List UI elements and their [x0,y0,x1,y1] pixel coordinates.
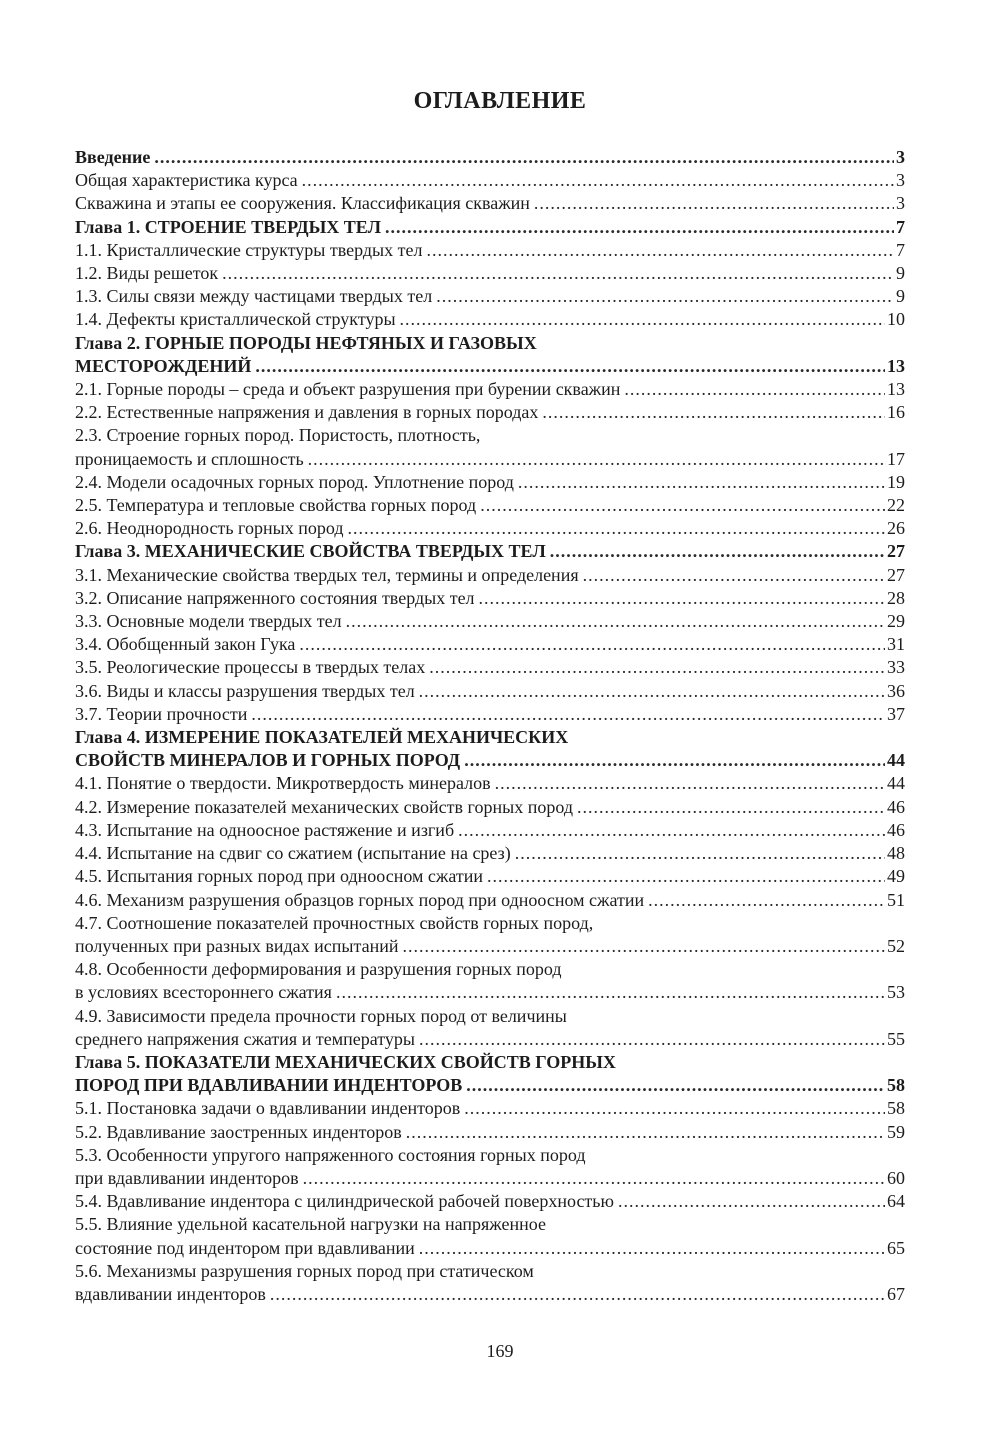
toc-entry-title: 4.9. Зависимости предела прочности горных пород от величины [75,1005,567,1026]
toc-entry-page: 33 [887,657,905,678]
toc-entry[interactable] [75,239,905,262]
toc-entry-title: Введение [75,147,151,167]
toc-entry-title-continued: вдавливании инденторов [75,1283,266,1304]
toc-entry-page: 44 [887,773,905,794]
toc-entry-page: 58 [887,1075,905,1096]
toc-entry-title: 2.2. Естественные напряжения и давления в горных породах [75,402,539,423]
toc-entry-page: 26 [887,518,905,539]
toc-entry-title-continued: среднего напряжения сжатия и температуры [75,1028,415,1049]
toc-entry-title: 5.3. Особенности упругого напряженного состояния горных пород [75,1144,586,1165]
toc-entry-title: 2.5. Температура и тепловые свойства горных пород [75,495,477,516]
toc-entry[interactable] [75,517,905,540]
toc-entry-page: 46 [887,819,905,840]
toc-entry-page: 16 [887,402,905,423]
toc-entry-line [75,564,905,587]
toc-entry[interactable] [75,656,905,679]
dot-leader [222,262,894,285]
toc-entry-title: 5.2. Вдавливание заостренных инденторов [75,1121,402,1142]
toc-entry-page: 27 [887,541,905,562]
dot-leader [270,1283,885,1306]
table-of-contents [75,146,905,1306]
toc-entry-page: 53 [887,982,905,1003]
dot-leader [299,633,885,656]
dot-leader [419,1237,885,1260]
toc-entry-line [75,680,905,703]
toc-entry-line [75,1167,905,1190]
dot-leader [251,703,885,726]
toc-entry[interactable] [75,1260,905,1306]
toc-entry-line [75,169,905,192]
toc-entry-title: 4.1. Понятие о твердости. Микротвердость минералов [75,773,491,794]
toc-entry-page: 28 [887,587,905,608]
toc-entry-line [75,216,905,239]
dot-leader [346,610,885,633]
dot-leader [534,192,894,215]
toc-entry-title: 2.6. Неоднородность горных пород [75,518,344,539]
toc-entry[interactable] [75,192,905,215]
toc-entry-page: 7 [896,239,905,260]
toc-entry[interactable] [75,564,905,587]
toc-entry-line [75,355,905,378]
toc-entry-line [75,239,905,262]
dot-leader [347,517,885,540]
toc-entry-title: 3.2. Описание напряженного состояния твердых тел [75,587,475,608]
toc-entry-line [75,819,905,842]
toc-entry[interactable] [75,772,905,795]
toc-entry-line [75,494,905,517]
toc-entry-page: 46 [887,796,905,817]
toc-entry-line [75,146,905,169]
toc-entry-line [75,772,905,795]
toc-entry-page: 3 [896,147,905,167]
toc-entry-line [75,889,905,912]
toc-entry-title: 4.6. Механизм разрушения образцов горных пород при одноосном сжатии [75,889,645,910]
dot-leader [406,1121,885,1144]
dot-leader [458,819,885,842]
dot-leader [480,494,885,517]
toc-entry-title: 3.5. Реологические процессы в твердых телах [75,657,426,678]
toc-entry-page: 13 [887,355,905,376]
toc-entry-page: 31 [887,634,905,655]
toc-entry[interactable] [75,1097,905,1120]
dot-leader [618,1190,885,1213]
toc-entry-line [75,448,905,471]
page-number: 169 [486,1341,514,1361]
toc-entry[interactable] [75,889,905,912]
toc-entry[interactable] [75,332,905,378]
toc-entry-title: 4.5. Испытания горных пород при одноосном сжатии [75,866,484,887]
toc-entry-line [75,935,905,958]
toc-entry-line [75,1237,905,1260]
toc-entry-title: 5.4. Вдавливание индентора с цилиндрической рабочей поверхностью [75,1191,614,1212]
toc-entry-page: 60 [887,1167,905,1188]
toc-entry-title-continued: СВОЙСТВ МИНЕРАЛОВ И ГОРНЫХ ПОРОД [75,750,461,771]
toc-entry-line [75,262,905,285]
toc-entry-title: 2.1. Горные породы – среда и объект разрушения при бурении скважин [75,379,621,400]
toc-entry-title: Скважина и этапы ее сооружения. Классификация скважин [75,193,530,214]
dot-leader [429,656,885,679]
toc-entry[interactable] [75,308,905,331]
dot-leader [518,471,885,494]
toc-entry[interactable] [75,958,905,1004]
dot-leader [495,772,885,795]
toc-entry[interactable] [75,1121,905,1144]
dot-leader [436,285,894,308]
toc-entry-page: 51 [887,889,905,910]
toc-entry-page: 9 [896,263,905,284]
toc-entry-title-continued: состояние под индентором при вдавливании [75,1237,415,1258]
toc-entry[interactable] [75,587,905,610]
toc-entry-line [75,587,905,610]
toc-entry[interactable] [75,216,905,239]
toc-entry-line [75,540,905,563]
toc-entry-title: 3.3. Основные модели твердых тел [75,611,342,632]
toc-entry-title-continued: полученных при разных видах испытаний [75,935,399,956]
dot-leader [385,216,894,239]
page-title: ОГЛАВЛЕНИЕ [413,88,587,114]
toc-entry[interactable] [75,1190,905,1213]
toc-entry[interactable] [75,401,905,424]
toc-entry-page: 55 [887,1028,905,1049]
toc-entry-page: 58 [887,1098,905,1119]
toc-entry-page: 13 [887,379,905,400]
toc-entry-title: 3.1. Механические свойства твердых тел, термины и определения [75,564,579,585]
toc-entry[interactable] [75,378,905,401]
dot-leader [154,146,894,169]
toc-entry[interactable] [75,842,905,865]
toc-entry-title-continued: ПОРОД ПРИ ВДАВЛИВАНИИ ИНДЕНТОРОВ [75,1075,463,1096]
toc-entry-line [75,192,905,215]
dot-leader [583,564,885,587]
toc-entry-line [75,981,905,1004]
dot-leader [464,1097,885,1120]
toc-entry-page: 65 [887,1237,905,1258]
toc-entry-page: 22 [887,495,905,516]
dot-leader [542,401,885,424]
toc-entry-line [75,1097,905,1120]
toc-entry-title-continued: при вдавливании инденторов [75,1167,299,1188]
toc-entry-line [75,1074,905,1097]
toc-entry-line [75,842,905,865]
toc-entry-page: 49 [887,866,905,887]
toc-entry-title: Глава 1. СТРОЕНИЕ ТВЕРДЫХ ТЕЛ [75,216,381,237]
toc-entry-title-continued: в условиях всестороннего сжатия [75,982,332,1003]
toc-entry-page: 3 [896,170,905,191]
toc-entry-page: 10 [887,309,905,330]
toc-entry-line [75,401,905,424]
toc-entry-title: 5.6. Механизмы разрушения горных пород при статическом [75,1260,534,1281]
toc-entry-title-continued: проницаемость и сплошность [75,448,304,469]
toc-entry-line [75,517,905,540]
toc-entry-title: Глава 4. ИЗМЕРЕНИЕ ПОКАЗАТЕЛЕЙ МЕХАНИЧЕСКИХ [75,727,569,748]
toc-entry-title: 4.8. Особенности деформирования и разрушения горных пород [75,959,562,980]
toc-entry-title-continued: МЕСТОРОЖДЕНИЙ [75,355,252,376]
toc-entry-line [75,703,905,726]
toc-entry-line [75,610,905,633]
toc-entry-title: Глава 5. ПОКАЗАТЕЛИ МЕХАНИЧЕСКИХ СВОЙСТВ ГОРНЫХ [75,1051,616,1072]
toc-entry-line [75,285,905,308]
toc-entry-title: 2.4. Модели осадочных горных пород. Уплотнение пород [75,471,514,492]
dot-leader [400,308,885,331]
toc-entry[interactable] [75,285,905,308]
toc-entry-page: 17 [887,448,905,469]
dot-leader [648,889,885,912]
toc-entry-title: 1.3. Силы связи между частицами твердых тел [75,286,433,307]
toc-entry-page: 52 [887,935,905,956]
toc-entry-line [75,749,905,772]
dot-leader [255,355,885,378]
dot-leader [487,865,885,888]
toc-entry-title: 3.4. Обобщенный закон Гука [75,634,296,655]
toc-entry[interactable] [75,1213,905,1259]
toc-entry-line [75,1283,905,1306]
toc-entry-title: 4.4. Испытание на сдвиг со сжатием (испытание на срез) [75,843,511,864]
toc-entry[interactable] [75,540,905,563]
toc-entry-page: 7 [896,216,905,237]
toc-entry[interactable] [75,471,905,494]
toc-entry-page: 29 [887,611,905,632]
toc-entry-title: 5.1. Постановка задачи о вдавливании инденторов [75,1098,461,1119]
toc-entry[interactable] [75,169,905,192]
toc-entry[interactable] [75,494,905,517]
toc-entry[interactable] [75,633,905,656]
toc-entry[interactable] [75,146,905,169]
toc-entry[interactable] [75,424,905,470]
toc-entry[interactable] [75,1051,905,1097]
toc-entry-title: Глава 3. МЕХАНИЧЕСКИЕ СВОЙСТВА ТВЕРДЫХ ТЕЛ [75,541,546,562]
toc-entry-title: 3.7. Теории прочности [75,703,248,724]
toc-entry-line [75,796,905,819]
toc-entry-title: 4.7. Соотношение показателей прочностных свойств горных пород, [75,912,594,933]
toc-entry[interactable] [75,796,905,819]
toc-entry[interactable] [75,819,905,842]
dot-leader [308,448,885,471]
dot-leader [303,1167,885,1190]
dot-leader [466,1074,885,1097]
toc-entry-line [75,378,905,401]
toc-entry-title: Глава 2. ГОРНЫЕ ПОРОДЫ НЕФТЯНЫХ И ГАЗОВЫХ [75,332,537,353]
toc-entry[interactable] [75,610,905,633]
toc-entry-page: 37 [887,703,905,724]
toc-entry-title: 4.2. Измерение показателей механических свойств горных пород [75,796,573,817]
toc-entry-title: 3.6. Виды и классы разрушения твердых тел [75,680,415,701]
toc-entry[interactable] [75,703,905,726]
toc-entry-page: 27 [887,564,905,585]
dot-leader [479,587,885,610]
toc-entry-title: 1.1. Кристаллические структуры твердых тел [75,239,423,260]
toc-entry-page: 3 [896,193,905,214]
toc-entry-line [75,1190,905,1213]
dot-leader [577,796,885,819]
toc-entry-line [75,633,905,656]
toc-entry-page: 48 [887,843,905,864]
dot-leader [302,169,894,192]
toc-entry-title: 2.3. Строение горных пород. Пористость, плотность, [75,425,481,446]
toc-entry-page: 67 [887,1283,905,1304]
toc-entry-title: 5.5. Влияние удельной касательной нагрузки на напряженное [75,1214,546,1235]
toc-entry[interactable] [75,1144,905,1190]
toc-entry-title: 1.2. Виды решеток [75,263,219,284]
toc-entry-page: 59 [887,1121,905,1142]
dot-leader [419,680,885,703]
toc-entry-line [75,865,905,888]
toc-entry[interactable] [75,912,905,958]
dot-leader [402,935,885,958]
dot-leader [426,239,894,262]
toc-entry-line [75,471,905,494]
toc-entry-title: 1.4. Дефекты кристаллической структуры [75,309,396,330]
toc-entry-line [75,1028,905,1051]
dot-leader [624,378,885,401]
toc-entry-page: 9 [896,286,905,307]
toc-entry-title: 4.3. Испытание на одноосное растяжение и изгиб [75,819,455,840]
toc-entry[interactable] [75,726,905,772]
toc-entry-line [75,308,905,331]
dot-leader [464,749,885,772]
toc-entry[interactable] [75,262,905,285]
toc-entry-line [75,656,905,679]
toc-entry[interactable] [75,865,905,888]
toc-entry-page: 44 [887,750,905,771]
dot-leader [515,842,885,865]
dot-leader [336,981,885,1004]
toc-entry-page: 19 [887,471,905,492]
toc-entry-line [75,1121,905,1144]
toc-entry-title: Общая характеристика курса [75,170,298,191]
toc-entry[interactable] [75,1005,905,1051]
dot-leader [550,540,885,563]
dot-leader [419,1028,885,1051]
toc-entry-page: 64 [887,1191,905,1212]
toc-entry-page: 36 [887,680,905,701]
toc-entry[interactable] [75,680,905,703]
